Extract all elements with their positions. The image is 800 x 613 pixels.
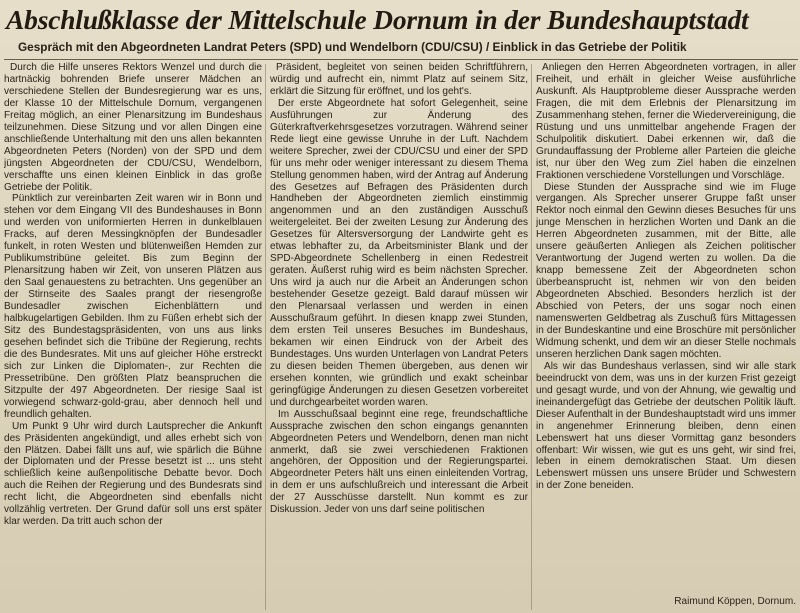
paragraph: Präsident, begleitet von seinen beiden Schriftführern, würdig und aufrecht ein, nimmt Platz auf seinem Sitz, erklärt die Sitzung für eröffnet, und los geht's. [270,62,528,97]
column-divider [265,64,266,610]
article-column-2 [270,62,528,612]
paragraph: Diese Stunden der Aussprache sind wie im Fluge vergangen. Als Sprecher unserer Gruppe faßt unser Rektor noch einmal den Gewinn dieses Besuches für uns junge Menschen in herzlichen Worten und Dank an die Herren Abgeordneten zusammen, mit der Bitte, alle unsere geäußerten Anliegen als Zeichen politischer Verantwortung der Jugend werten zu wollen. Da die knapp bemessene Zeit der Abgeordneten schon überbeansprucht ist, nehmen wir von den beiden Abgeordneten Abschied. Besonders herzlich ist der Abschied von Peters, der uns sogar noch einen namenswerten Geldbetrag als Zuschuß fürs Mittagessen in der Bundeskantine und eine Broschüre mit persönlicher Widmung schenkt, und dem wir an dieser Stelle nochmals unseren herzlichen Dank sagen möchten. [536,181,796,360]
paragraph: Der erste Abgeordnete hat sofort Gelegenheit, seine Ausführungen zur Änderung des Güterkraftverkehrsgesetzes vorzutragen. Während seiner Rede liegt eine gewisse Unruhe in der Luft. Nachdem weitere Sprecher, zwei der CDU/CSU und einer der SPD für uns mehr oder weniger interessant zu diesem Thema Stellung genommen haben, wird der Antrag auf Änderung des Gesetzes auf Befragen des Präsidenten durch Handheben der Abgeordneten ziemlich einstimmig angenommen und an den zuständigen Ausschuß weitergeleitet. Bei der zweiten Lesung zur Änderung des Gesetzes für Altersversorgung der Landwirte geht es etwas lebhafter zu, da Arbeitsminister Blank und der SPD-Abgeordnete Schellenberg in einen Redestreit geraten. Äußerst ruhig wird es beim nächsten Sprecher. Uns wird ja auch nur die Arbeit an Änderungen schon bestehender Gesetze gezeigt. Bald darauf müssen wir den Plenarsaal verlassen und werden in einen Ausschußraum geführt. In diesen knapp zwei Stunden, dem ersten Teil unseres Besuches im Bundeshaus, bekamen wir einen Eindruck von der Arbeit des Bundestages. Uns wurden Unterlagen von Landrat Peters zu diesen beiden Themen übergeben, aus denen wir ersehen konnten, wie gründlich und exakt scheinbar geringfügige Änderungen zu diesen Gesetzen vorbereitet und durchgearbeitet worden waren. [270,97,528,408]
paragraph: Um Punkt 9 Uhr wird durch Lautsprecher die Ankunft des Präsidenten angekündigt, und alles erhebt sich von den Plätzen. Dabei fällt uns auf, wie spärlich die Bühne der Diplomaten und der Presse besetzt ist ... uns steht schließlich keine außenpolitische Debatte bevor. Doch auch die Reihen der Regierung und des Bundesrats sind recht licht, die Abgeordneten sind ebenfalls nicht vollzählig vertreten. Der Grund dafür soll uns erst später klar werden. Da tritt auch schon der [4,420,262,528]
paragraph: Pünktlich zur vereinbarten Zeit waren wir in Bonn und stehen vor dem Eingang VII des Bundeshauses in Bonn und werden von uniformierten Herren in dunkelblauen Fracks, auf deren Messingknöpfen der Bundesadler funkelt, in roten Westen und blütenweißen Hemden zur Publikumstribüne geleitet. Bis zum Beginn der Plenarsitzung haben wir Zeit, von unseren Plätzen aus den Saal genauestens zu betrachten. Uns gegenüber an der Stirnseite des Saales prangt der riesengroße Bundesadler zwischen Eichenblättern und halbkugelartigen Gebilden. Ihm zu Füßen erhebt sich der Sitz des Bundestagspräsidenten, von uns aus links gesehen befindet sich die Tribüne der Regierung, rechts die des Bundesrates. Mit uns auf gleicher Höhe erstreckt sich zur Linken die Diplomaten-, zur Rechten die Pressetribüne. Den größten Platz beanspruchen die Sitzpulte der 497 Abgeordneten. Der riesige Saal ist vorwiegend schwarz-gold-grau, aber dennoch hell und freundlich gehalten. [4,193,262,420]
header-rule [4,59,798,60]
paragraph: Als wir das Bundeshaus verlassen, sind wir alle stark beeindruckt von dem, was uns in der kurzen Frist gezeigt und gesagt wurde, und von der Ahnung, wie gewaltig und ineinandergefügt das Getriebe der deutschen Politik läuft. Dieser Aufenthalt in der Bundeshauptstadt wird uns immer in angenehmer Erinnerung bleiben, denn einen Lebenswert hat uns dieser Vormittag ganz besonders offenbart: Wir wissen, wie gut es uns geht, wir sind frei, leben in einem demokratischen Staat. Um diesen Lebenswert müssen uns unsere Brüder und Schwestern in der Zone beneiden. [536,360,796,492]
paragraph: Im Ausschußsaal beginnt eine rege, freundschaftliche Aussprache zwischen den schon eingangs genannten Abgeordneten Peters und Wendelborn, denen man nicht anmerkt, daß sie zwei verschiedenen Fraktionen angehören, der Opposition und der Regierungspartei. Abgeordneter Peters hält uns einen einleitenden Vortrag, in dem er uns aufschlußreich und interessant die Arbeit der 27 Ausschüsse darstellt. Nun kommt es zur Diskussion. Jeder von uns darf seine politischen [270,408,528,516]
paragraph: Anliegen den Herren Abgeordneten vortragen, in aller Freiheit, und erhält in gleicher Weise ausführliche Auskunft. Als Hauptprobleme dieser Aussprache werden Fragen, die mit dem Erlebnis der Plenarsitzung im Zusammenhang stehen, ferner die Wiedervereinigung, die Rüstung und uns unmittelbar angehende Fragen der Schulpolitik diskutiert. Dabei erkennen wir, daß die Grundauffassung der Probleme aller Parteien die gleiche ist, nur über den Weg zum Ziel haben die einzelnen Fraktionen verschiedene Vorstellungen und Vorschläge. [536,62,796,181]
article-subheadline: Gespräch mit den Abgeordneten Landrat Peters (SPD) und Wendelborn (CDU/CSU) / Einblick in das Getriebe der Politik [18,40,687,54]
paragraph: Durch die Hilfe unseres Rektors Wenzel und durch die hartnäckig bohrenden Briefe unserer Mädchen an verschiedene Stellen der Bundesregierung war es uns, der Klasse 10 der Mittelschule Dornum, vergangenen Freitag möglich, an einer Plenarsitzung im Bundeshaus teilzunehmen. Diese Sitzung und vor allen Dingen eine anschließende Unterhaltung mit den uns allen bekannten Abgeordneten Peters (Norden) von der SPD und dem jüngsten Abgeordneten der CDU/CSU, Wendelborn, verschaffte uns einen kleinen Einblick in das große Getriebe der Politik. [4,62,262,193]
column-divider [531,64,532,610]
article-column-3 [536,62,796,594]
author-signature: Raimund Köppen, Dornum. [674,596,796,607]
article-headline: Abschlußklasse der Mittelschule Dornum in der Bundeshauptstadt [6,4,749,35]
article-column-1 [4,62,262,612]
